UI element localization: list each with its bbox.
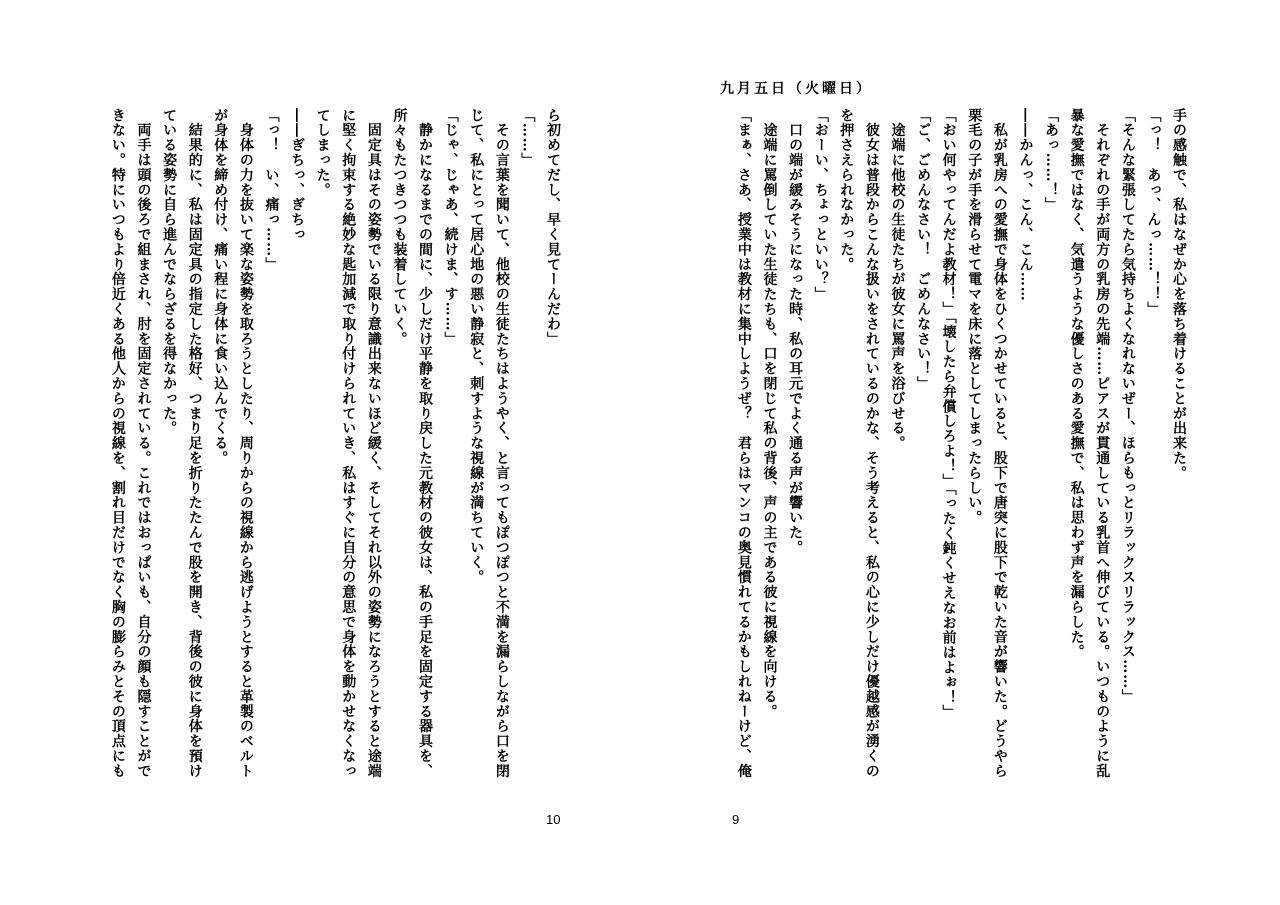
text-line: に堅く拘束する絶妙な匙加減で取り付けられていき、私はすぐに自分の意思で身体を動かせなくなっ bbox=[340, 108, 357, 779]
right-page bbox=[640, 0, 1280, 905]
text-line: 固定具はその姿勢でいる限り意識出来ないほど緩く、そしてそれ以外の姿勢になろうとすると途端 bbox=[365, 108, 382, 779]
text-line: ――ぎちっ、ぎちっ bbox=[289, 108, 306, 243]
text-line: 「おーい、ちょっといい？」 bbox=[812, 108, 829, 302]
text-line: 「そんな緊張してたら気持ちよくなれないぜー、ほらもっとリラックスリラックス……」 bbox=[1119, 108, 1136, 704]
text-line: 途端に罵倒していた生徒たちも、口を閉じて私の背後、声の主である彼に視線を向ける。 bbox=[761, 108, 778, 719]
text-line: 暴な愛撫ではなく、気遣うような優しさのある愛撫で、私は思わず声を漏らした。 bbox=[1068, 108, 1085, 660]
text-line: 「……」 bbox=[519, 108, 536, 168]
right-page-text bbox=[730, 108, 1191, 779]
text-line: 口の端が緩みそうになった時、私の耳元でよく通る声が響いた。 bbox=[787, 108, 804, 555]
text-line: 静かになるまでの間に、少しだけ平静を取り戻した元教材の彼女は、私の手足を固定する器具を、 bbox=[417, 108, 434, 779]
text-line: ――かんっ、こん、こん…… bbox=[1017, 108, 1034, 302]
text-line: ら初めてだし、早く見てーんだわ」 bbox=[545, 108, 561, 347]
text-line: 彼女は普段からこんな扱いをされているのかな、そう考えると、私の心に少しだけ優越感が湧くの bbox=[863, 108, 880, 779]
text-line: 「じゃ、じゃあ、続けま、す……」 bbox=[442, 108, 459, 347]
text-line: 両手は頭の後ろで組まされ、肘を固定されている。これではおっぱいも、自分の顔も隠すことがで bbox=[135, 108, 152, 779]
chapter-date-header: 九月五日（火曜日） bbox=[720, 81, 873, 97]
text-line: じて、私にとって居心地の悪い静寂と、刺すような視線が満ちていく。 bbox=[468, 108, 485, 585]
text-line: 身体の力を抜いて楽な姿勢を取ろうとしたり、周りからの視線から逃げようとすると革製のベルト bbox=[237, 108, 254, 779]
text-line: きない。特にいつもより倍近くある他人からの視線を、割れ目だけでなく胸の膨らみとその頂点にも bbox=[109, 108, 126, 779]
text-line: 「っ！ い、痛っ……」 bbox=[263, 108, 280, 272]
text-line: その言葉を聞いて、他校の生徒たちはようやく、と言ってもぽつぽつと不満を漏らしながら口を閉 bbox=[493, 108, 510, 779]
text-line: 私が乳房への愛撫で身体をひくつかせていると、股下で唐突に股下で乾いた音が響いた。どうやら bbox=[991, 108, 1008, 779]
text-line: 途端に他校の生徒たちが彼女に罵声を浴びせる。 bbox=[889, 108, 906, 451]
page-number: 10 bbox=[546, 812, 561, 827]
text-line: 「あっ……！」 bbox=[1043, 108, 1060, 213]
text-line: ている姿勢に自ら進んでならざるを得なかった。 bbox=[161, 108, 178, 436]
left-page-text bbox=[104, 108, 565, 779]
text-line: 「っ！ あっ、んっ……！！」 bbox=[1145, 108, 1162, 317]
text-line: 手の感触で、私はなぜか心を落ち着けることが出来た。 bbox=[1171, 108, 1187, 481]
text-line: 「おい何やってんだよ教材！」「壊したら弁償しろよ！」「ったく鈍くせえなお前はよぉ！」 bbox=[940, 108, 957, 720]
text-line: 「ご、ごめんなさい！ ごめんなさい！」 bbox=[915, 108, 932, 392]
text-line: それぞれの手が両方の乳房の先端……ピアスが貫通している乳首へ伸びている。いつものように乱 bbox=[1094, 108, 1111, 779]
text-line: 栗毛の子が手を滑らせて電マを床に落としてしまったらしい。 bbox=[966, 108, 983, 526]
text-line: 所々もたつきつつも装着していく。 bbox=[391, 108, 408, 347]
text-line: 「まぁ、さあ、授業中は教材に集中しようぜ？ 君らはマンコの奥見慣れてるかもしれねーけど、俺 bbox=[735, 108, 752, 779]
page-number: 9 bbox=[732, 812, 740, 827]
text-line: が身体を締め付け、痛い程に身体に食い込んでくる。 bbox=[212, 108, 229, 466]
text-line: 結果的に、私は固定具の指定した格好、つまり足を折りたたんで股を開き、背後の彼に身体を預け bbox=[186, 108, 203, 779]
text-line: を押さえられなかった。 bbox=[838, 108, 855, 272]
text-line: てしまった。 bbox=[314, 108, 331, 198]
